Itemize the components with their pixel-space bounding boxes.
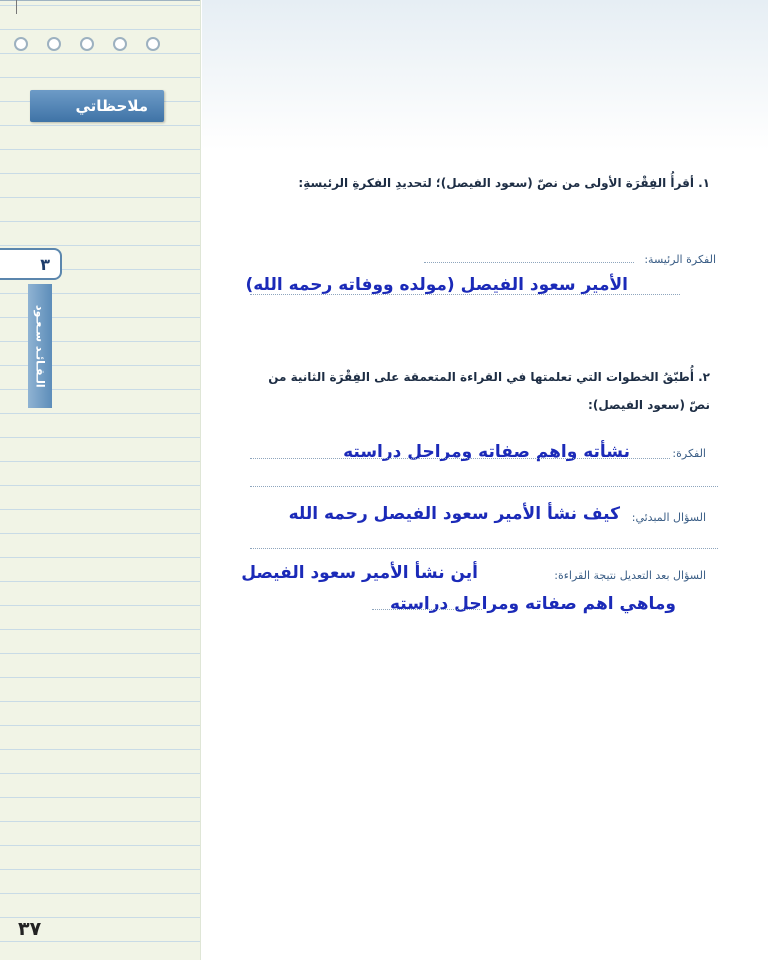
initial-question-dotline xyxy=(250,548,718,549)
revised-question-dotline xyxy=(372,609,482,610)
question-2-prompt-line1: ٢. أُطبّقُ الخطوات التي تعلمتها في القراءة المتعمقة على الفِقْرَة الثانية من xyxy=(268,370,710,384)
corner-tick xyxy=(16,0,17,14)
idea-dotline-2 xyxy=(250,486,718,487)
unit-title-tab xyxy=(28,284,52,408)
main-idea-dotline-1 xyxy=(424,262,634,263)
unit-number: ٣ xyxy=(40,254,50,274)
revised-question-answer-line1: أين نشأ الأمير سعود الفيصل xyxy=(241,563,478,583)
unit-title: الـقـائـد سـعـود xyxy=(33,304,47,388)
top-rule xyxy=(0,0,200,19)
binder-hole-icon xyxy=(80,37,94,51)
main-idea-dotline-2 xyxy=(250,294,680,295)
binder-holes xyxy=(14,37,160,51)
revised-question-answer-line2: وماهي اهم صفاته ومراحل دراسته xyxy=(389,594,676,614)
question-1-prompt: ١. أقرأُ الفِقْرَة الأولى من نصّ (سعود الفيصل)؛ لتحديدِ الفكرةِ الرئيسةِ: xyxy=(298,176,710,190)
binder-hole-icon xyxy=(47,37,61,51)
idea-label: الفكرة: xyxy=(672,447,706,460)
initial-question-label: السؤال المبدئي: xyxy=(631,511,706,524)
binder-hole-icon xyxy=(113,37,127,51)
question-2-prompt-line2: نصّ (سعود الفيصل): xyxy=(588,398,710,412)
notes-label: ملاحظاتي xyxy=(75,97,148,115)
idea-dotline-1 xyxy=(250,458,670,459)
binder-hole-icon xyxy=(14,37,28,51)
main-idea-label: الفكرة الرئيسة: xyxy=(644,253,716,266)
worksheet xyxy=(202,0,768,960)
notes-column xyxy=(0,0,201,960)
notes-tab xyxy=(30,90,164,122)
page-number: ٣٧ xyxy=(18,918,42,940)
main-idea-answer: الأمير سعود الفيصل (مولده ووفاته رحمه الله) xyxy=(245,275,628,295)
initial-question-answer: كيف نشأ الأمير سعود الفيصل رحمه الله xyxy=(288,504,620,524)
unit-number-box xyxy=(0,248,62,280)
revised-question-label: السؤال بعد التعديل نتيجة القراءة: xyxy=(554,569,706,582)
binder-hole-icon xyxy=(146,37,160,51)
idea-answer: نشأته واهم صفاته ومراحل دراسته xyxy=(343,442,630,462)
